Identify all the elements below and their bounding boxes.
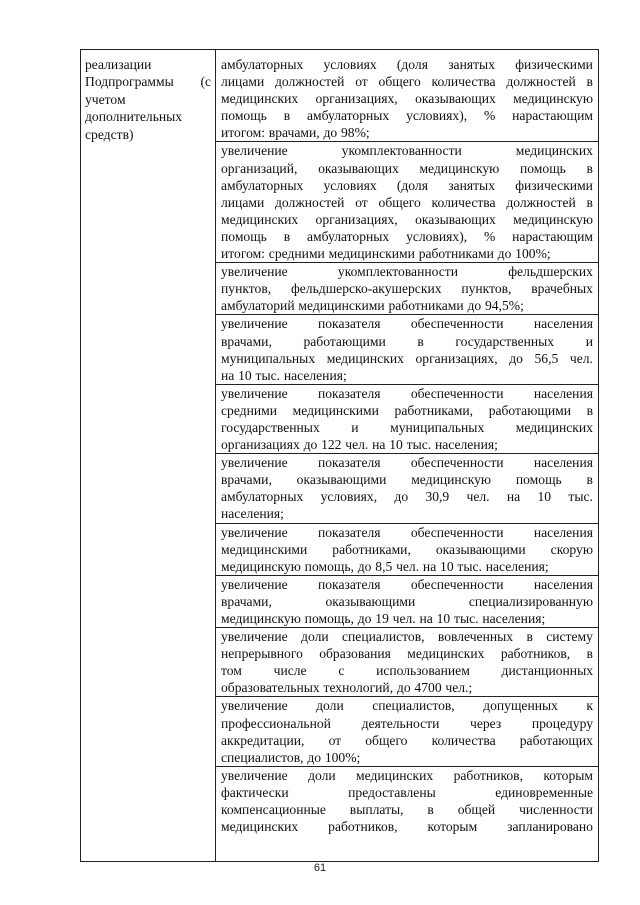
- word: амбулаторных: [306, 108, 390, 124]
- text-line: [221, 402, 593, 419]
- word: до: [323, 125, 338, 141]
- word: медицинских: [356, 767, 434, 783]
- word: в: [526, 629, 533, 645]
- word: показателя: [317, 385, 381, 401]
- word: работников,: [328, 819, 398, 835]
- word: в: [586, 472, 593, 488]
- word: на: [422, 558, 437, 574]
- text-line: [221, 628, 593, 645]
- word: работниками,: [332, 541, 411, 557]
- text-line: [221, 297, 593, 314]
- indicator-entry: [216, 696, 598, 765]
- word: вовлеченных: [437, 629, 514, 645]
- text-line: [221, 124, 593, 141]
- word: обеспеченности: [410, 524, 504, 540]
- word: общего: [378, 194, 421, 210]
- word: условиях),: [406, 108, 468, 124]
- word: должностей: [506, 74, 576, 90]
- word: помощь: [221, 228, 267, 244]
- word: организаций,: [221, 160, 298, 176]
- word: общей: [457, 802, 496, 818]
- word: должностей: [275, 194, 345, 210]
- word: работающими: [303, 333, 386, 349]
- word: дополнительных: [85, 109, 183, 125]
- word: помощь: [519, 160, 566, 176]
- word: условиях,: [320, 489, 378, 505]
- word: Подпрограммы: [85, 74, 174, 90]
- page-number: 61: [313, 862, 327, 874]
- indicator-entry: [216, 314, 598, 383]
- word: образовательных: [221, 680, 320, 696]
- word: численности: [519, 802, 593, 818]
- word: на: [221, 367, 235, 383]
- word: государственных: [221, 419, 320, 435]
- word: показателя: [317, 455, 381, 471]
- word: медицинских: [326, 350, 404, 366]
- word: до: [303, 437, 318, 453]
- word: населения;: [485, 558, 549, 574]
- word: 122: [321, 437, 342, 453]
- word: до: [307, 749, 322, 765]
- word: 19: [375, 611, 389, 626]
- word: обеспеченности: [410, 455, 504, 471]
- word: увеличение: [221, 767, 288, 783]
- stage-label-line: [85, 126, 213, 143]
- word: запланировано: [507, 819, 593, 835]
- word: увеличение: [221, 524, 288, 540]
- word: оказывающими: [435, 541, 526, 557]
- text-line: [221, 142, 593, 159]
- word: организациях,: [315, 91, 398, 107]
- word: муниципальных: [221, 350, 316, 366]
- word: амбулаторных: [221, 57, 304, 72]
- word: в: [586, 160, 593, 176]
- text-line: [221, 263, 593, 280]
- word: использованием: [376, 663, 470, 679]
- word: условиях),: [406, 228, 468, 244]
- text-line: [221, 367, 593, 384]
- word: условиях: [323, 177, 377, 193]
- text-line: [221, 333, 593, 350]
- word: должностей: [275, 74, 345, 90]
- word: врачами,: [221, 593, 272, 609]
- word: 30,9: [425, 489, 450, 505]
- word: организациях: [221, 437, 300, 453]
- text-line: [221, 558, 593, 575]
- word: 100%;: [324, 749, 361, 765]
- word: увеличение: [221, 143, 288, 159]
- word: медицинскую: [513, 91, 593, 107]
- word: врачами,: [268, 125, 320, 141]
- word: дистанционных: [501, 663, 593, 679]
- word: чел.;: [445, 680, 473, 696]
- word: доли: [301, 629, 329, 645]
- word: медицинских: [221, 211, 299, 227]
- word: увеличение: [221, 316, 288, 332]
- document-table: [80, 49, 599, 862]
- text-line: [221, 56, 593, 73]
- word: в: [586, 74, 593, 90]
- word: медицинских: [221, 91, 299, 107]
- word: чел.: [392, 611, 416, 626]
- word: показателя: [317, 316, 381, 332]
- word: работников,: [453, 767, 523, 783]
- word: от: [355, 74, 368, 90]
- text-line: [221, 419, 593, 436]
- text-line: [221, 732, 593, 749]
- word: в: [427, 802, 434, 818]
- word: систему: [546, 629, 593, 645]
- word: амбулаторных: [221, 177, 304, 193]
- word: от: [328, 732, 342, 748]
- word: государственных: [455, 333, 555, 349]
- indicator-entry: [216, 627, 598, 696]
- word: в: [586, 646, 593, 662]
- word: увеличение: [221, 385, 288, 401]
- word: деятельности: [361, 715, 440, 731]
- word: населения: [533, 455, 593, 471]
- word: средств): [85, 126, 134, 142]
- word: чел.: [466, 489, 490, 505]
- word: на: [419, 611, 433, 626]
- word: (с: [200, 74, 211, 90]
- word: 100%;: [515, 246, 551, 262]
- word: занятых: [448, 177, 495, 193]
- word: оказывающими: [325, 593, 416, 609]
- word: показателя: [317, 576, 381, 592]
- word: до: [357, 611, 372, 626]
- word: том: [221, 663, 242, 679]
- word: на: [372, 437, 386, 453]
- stage-label-line: [85, 91, 213, 108]
- word: медицинскую: [513, 211, 593, 227]
- word: (доля: [396, 57, 428, 72]
- word: увеличение: [221, 576, 288, 592]
- word: 94,5%;: [484, 298, 524, 314]
- text-line: [221, 194, 593, 211]
- word: увеличение: [221, 698, 288, 714]
- word: реализации: [85, 57, 152, 72]
- word: общего: [365, 732, 408, 748]
- indicator-entry: [216, 56, 598, 141]
- word: с: [338, 663, 345, 679]
- word: лицами: [221, 194, 265, 210]
- word: до: [394, 489, 409, 505]
- text-line: [221, 749, 593, 766]
- word: оказывающими: [296, 472, 387, 488]
- indicator-entry: [216, 141, 598, 262]
- word: 56,5: [534, 350, 559, 366]
- word: фактически: [221, 784, 289, 800]
- word: врачами,: [221, 333, 272, 349]
- word: медицинскими: [292, 402, 379, 418]
- word: тыс.: [457, 558, 482, 574]
- word: итогом:: [221, 125, 265, 141]
- text-line: [221, 801, 593, 818]
- word: фельдшерских: [508, 264, 593, 280]
- text-line: [221, 471, 593, 488]
- word: лицами: [221, 74, 265, 90]
- indicator-entry: [216, 384, 598, 453]
- word: муниципальных: [390, 419, 485, 435]
- word: населения;: [283, 367, 347, 383]
- word: медицинских: [407, 646, 485, 662]
- text-line: [221, 541, 593, 558]
- word: учетом: [85, 91, 126, 107]
- word: чел.: [345, 437, 369, 453]
- word: помощь: [515, 472, 562, 488]
- word: специализированную: [468, 593, 593, 609]
- word: 4700: [414, 680, 442, 696]
- word: оказывающих: [415, 211, 496, 227]
- word: организациях,: [415, 350, 498, 366]
- word: общего: [378, 74, 421, 90]
- word: в: [283, 108, 291, 124]
- text-line: [221, 593, 593, 610]
- word: населения;: [482, 611, 546, 626]
- word: (доля: [396, 177, 428, 193]
- word: населения: [533, 524, 593, 540]
- word: физическими: [515, 177, 593, 193]
- word: компенсационные: [221, 802, 326, 818]
- word: тыс.: [454, 611, 479, 626]
- indicator-entry: [216, 453, 598, 522]
- word: технологий,: [323, 680, 394, 696]
- stage-label-line: [85, 73, 211, 90]
- word: количества: [431, 74, 496, 90]
- word: должностей: [506, 194, 576, 210]
- indicators-cell: [221, 56, 593, 835]
- word: через: [470, 715, 502, 731]
- word: увеличение: [221, 264, 288, 280]
- text-line: [221, 784, 593, 801]
- word: медицинскую: [221, 611, 301, 626]
- word: тыс.: [255, 367, 281, 383]
- word: тыс.: [406, 437, 432, 453]
- word: медицинскими: [221, 541, 308, 557]
- word: условиях: [323, 57, 377, 72]
- word: обеспеченности: [410, 576, 504, 592]
- text-line: [221, 350, 593, 367]
- word: предоставлены: [348, 784, 436, 800]
- text-line: [221, 211, 593, 228]
- word: помощь,: [304, 558, 354, 574]
- word: специалистов,: [342, 629, 425, 645]
- word: пунктов,: [461, 281, 512, 297]
- text-line: [221, 228, 593, 245]
- word: помощь,: [304, 611, 354, 626]
- word: медицинских: [515, 419, 593, 435]
- word: количества: [431, 732, 496, 748]
- word: до: [396, 680, 411, 696]
- word: 10: [440, 558, 454, 574]
- word: допущенных: [483, 698, 558, 714]
- text-line: [221, 488, 593, 505]
- word: нарастающим: [512, 228, 593, 244]
- word: и: [351, 419, 359, 435]
- word: оказывающих: [415, 91, 496, 107]
- word: фельдшерско-акушерских: [290, 281, 442, 297]
- word: нарастающим: [512, 108, 593, 124]
- word: до: [509, 350, 523, 366]
- text-line: [221, 697, 593, 714]
- word: укомплектованности: [337, 264, 459, 280]
- word: населения;: [434, 437, 498, 453]
- text-line: [221, 645, 593, 662]
- word: пунктов,: [221, 281, 272, 297]
- word: 10: [537, 489, 552, 505]
- text-line: [221, 107, 593, 124]
- word: работниками: [388, 298, 464, 314]
- word: увеличение: [221, 629, 288, 645]
- text-line: [221, 160, 593, 177]
- text-line: [221, 245, 593, 262]
- word: скорую: [550, 541, 593, 557]
- word: работающих: [519, 732, 593, 748]
- word: врачами,: [221, 472, 272, 488]
- stage-label-line: [85, 108, 213, 125]
- word: доли: [308, 767, 336, 783]
- word: медицинскими: [298, 298, 385, 314]
- word: амбулаторий: [221, 298, 295, 314]
- word: к: [586, 698, 593, 714]
- text-line: [221, 679, 593, 696]
- word: организациях,: [315, 211, 398, 227]
- word: укомплектованности: [341, 143, 462, 159]
- word: работниками,: [394, 402, 474, 418]
- word: средними: [268, 246, 325, 262]
- word: населения: [533, 385, 593, 401]
- word: показателя: [317, 524, 381, 540]
- word: увеличение: [221, 455, 288, 471]
- word: тыс.: [568, 489, 593, 505]
- word: медицинскую: [411, 472, 492, 488]
- word: специалистов,: [372, 698, 455, 714]
- word: до: [467, 298, 482, 314]
- word: населения;: [221, 506, 284, 522]
- text-line: [221, 767, 593, 784]
- word: работающими: [488, 402, 571, 418]
- text-line: [221, 436, 593, 453]
- text-line: [221, 90, 593, 107]
- word: оказывающих: [318, 160, 399, 176]
- word: чел.: [569, 350, 593, 366]
- word: в: [417, 333, 424, 349]
- text-line: [221, 576, 593, 593]
- word: работниками: [418, 246, 494, 262]
- text-line: [221, 524, 593, 541]
- word: амбулаторных: [306, 228, 390, 244]
- word: 10: [238, 367, 252, 383]
- indicator-entry: [216, 766, 598, 835]
- word: медицинских: [221, 819, 299, 835]
- word: в: [586, 194, 593, 210]
- word: до: [497, 246, 512, 262]
- word: в: [283, 228, 291, 244]
- text-line: [221, 715, 593, 732]
- word: амбулаторных: [221, 489, 304, 505]
- word: 98%;: [340, 125, 370, 141]
- word: врачебных: [531, 281, 593, 297]
- word: населения: [533, 576, 593, 592]
- text-line: [221, 610, 593, 627]
- word: специалистов,: [221, 749, 304, 765]
- word: обеспеченности: [410, 316, 504, 332]
- word: 10: [389, 437, 403, 453]
- word: 10: [436, 611, 451, 626]
- word: в: [586, 402, 593, 418]
- text-line: [221, 385, 593, 402]
- word: выплаты,: [349, 802, 404, 818]
- text-line: [221, 818, 593, 835]
- word: непрерывного: [221, 646, 303, 662]
- word: и: [585, 333, 593, 349]
- word: которым: [427, 819, 478, 835]
- word: занятых: [448, 57, 495, 72]
- word: средними: [221, 402, 278, 418]
- indicator-entry: [216, 262, 598, 314]
- word: 8,5: [375, 558, 393, 574]
- word: образования: [319, 646, 391, 662]
- text-line: [221, 454, 593, 471]
- word: до: [357, 558, 372, 574]
- text-line: [221, 315, 593, 332]
- word: медицинских: [515, 143, 593, 159]
- word: медицинскую: [221, 558, 301, 574]
- word: помощь: [221, 108, 267, 124]
- word: от: [355, 194, 368, 210]
- word: медицинскую: [419, 160, 500, 176]
- word: доли: [316, 698, 344, 714]
- word: работников,: [500, 646, 571, 662]
- word: числе: [273, 663, 307, 679]
- indicator-entry: [216, 523, 598, 575]
- word: итогом:: [221, 246, 265, 262]
- word: %: [483, 108, 496, 124]
- stage-label-line: [85, 56, 213, 73]
- text-line: [221, 177, 593, 194]
- word: профессиональной: [221, 715, 331, 731]
- indicator-entry: [216, 575, 598, 627]
- word: на: [506, 489, 521, 505]
- word: единовременные: [495, 784, 593, 800]
- stage-label-cell: [85, 56, 213, 143]
- word: %: [483, 228, 496, 244]
- text-line: [221, 505, 593, 522]
- text-line: [221, 73, 593, 90]
- word: которым: [543, 767, 593, 783]
- word: чел.: [396, 558, 420, 574]
- word: населения: [533, 316, 593, 332]
- word: аккредитации,: [221, 732, 305, 748]
- word: обеспеченности: [410, 385, 504, 401]
- text-line: [221, 662, 593, 679]
- word: медицинскими: [328, 246, 415, 262]
- word: физическими: [515, 57, 593, 72]
- word: количества: [431, 194, 496, 210]
- text-line: [221, 280, 593, 297]
- word: процедуру: [531, 715, 593, 731]
